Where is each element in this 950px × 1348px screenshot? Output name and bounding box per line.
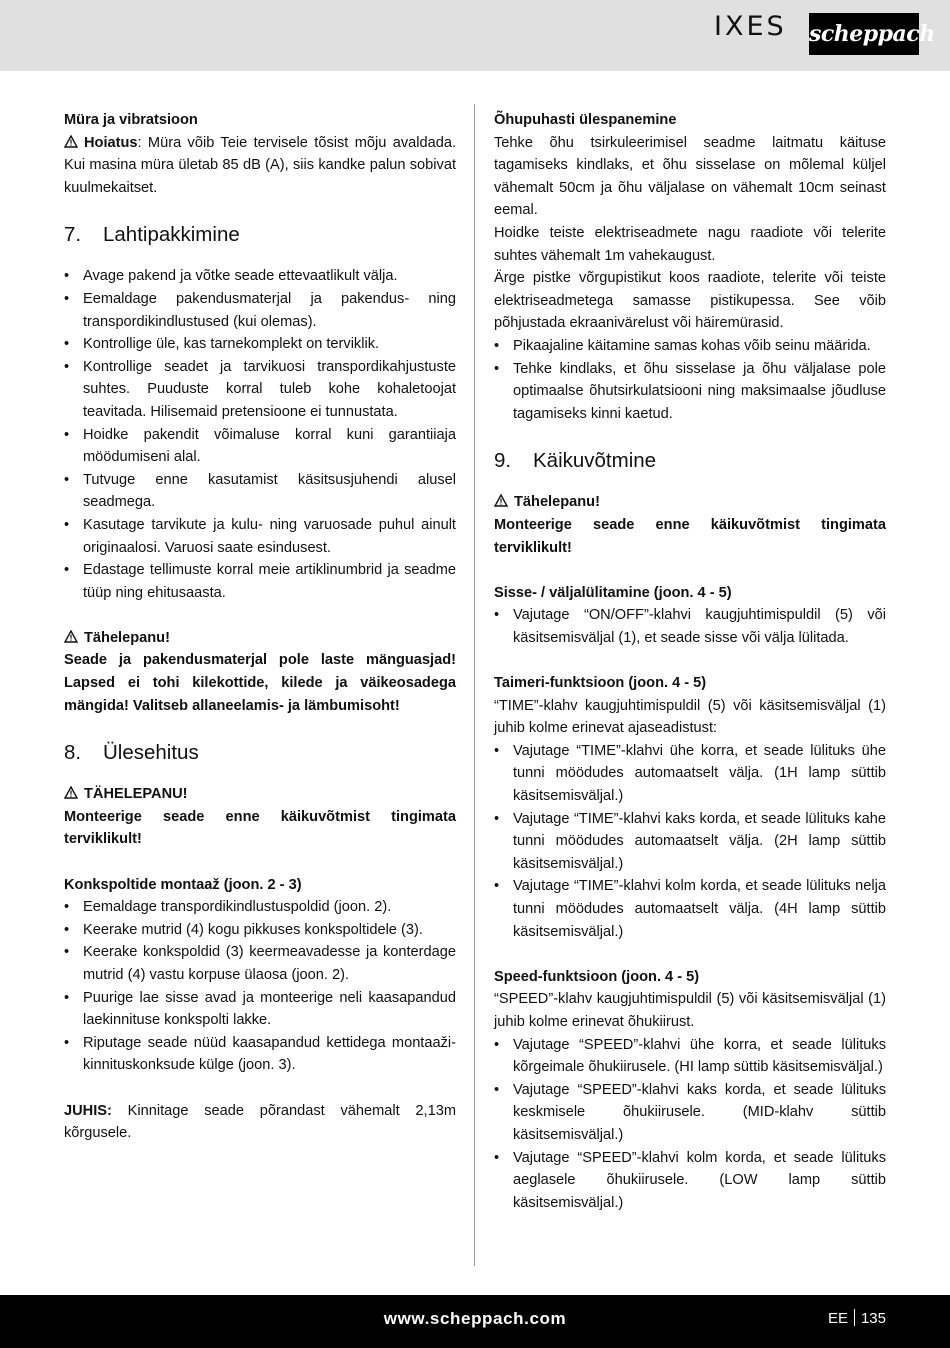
hooks-title: Konkspoltide montaaž (joon. 2 - 3) xyxy=(64,876,302,893)
list-item: • Kontrollige üle, kas tarnekomplekt on terviklik. xyxy=(64,336,380,353)
page-number: 135 xyxy=(860,1310,886,1327)
hooks-list xyxy=(64,896,456,1077)
section-8-heading xyxy=(64,739,456,767)
section-7-number: 7. xyxy=(64,223,82,247)
speed-list xyxy=(494,1034,886,1215)
website-url: www.scheppach.com xyxy=(383,1309,567,1328)
list-item: • Tutvuge enne kasutamist käsitsusjuhendi alusel seadmega. xyxy=(64,471,456,511)
ixes-logo: IXES xyxy=(714,11,787,42)
unpacking-list xyxy=(64,265,456,604)
list-item: • Vajutage “SPEED”-klahvi kaks korda, et seade lülituks keskmisele õhukiirusele. (MID-klahv süttib käsitsemisväljal.) xyxy=(494,1081,886,1143)
noise-warning-text: : Müra võib Teie tervisele tõsist mõju avaldada. Kui masina müra ületab 85 dB (A), siis kandke palun sobivat kuulmekaitset. xyxy=(64,134,456,196)
placement-title: Õhupuhasti ülespanemine xyxy=(494,112,677,128)
list-item: • Vajutage “TIME”-klahvi kaks korda, et seade lülituks kahe tunni möödudes automaatselt välja. (2H lamp süttib käsitsemisväljal.) xyxy=(494,810,886,872)
warning-icon xyxy=(64,630,78,643)
placement-list xyxy=(494,335,886,425)
attention-label: Tähelepanu! xyxy=(514,494,600,511)
section-8-title: Ülesehitus xyxy=(103,741,199,765)
warning-icon xyxy=(64,135,78,148)
list-item: • Hoidke pakendit võimaluse korral kuni garantiiaja möödumiseni alal. xyxy=(64,426,456,466)
scheppach-logo: scheppach xyxy=(809,13,919,55)
unpacking-attention-text: Seade ja pakendusmaterjal pole laste mänguasjad! Lapsed ei tohi kilekottide, kilede ja väikeosadega mängida! Valitseb allaneelamis- ja lämbumisoht! xyxy=(64,652,456,714)
timer-intro: “TIME”-klahv kaugjuhtimispuldil (5) või käsitsemisväljal (1) juhib kolme erinevat ajaseadistust: xyxy=(494,697,886,737)
unpacking-attention xyxy=(64,627,456,650)
note-text: Kinnitage seade põrandast vähemalt 2,13m kõrgusele. xyxy=(64,1102,456,1142)
list-item: • Pikaajaline käitamine samas kohas võib seinu määrida. xyxy=(494,337,871,354)
list-item: • Avage pakend ja võtke seade ettevaatlikult välja. xyxy=(64,268,398,285)
right-column xyxy=(494,109,886,1214)
placement-paragraph: Hoidke teiste elektriseadmete nagu raadiote või telerite suhtes vähemalt 1m vahekaugust. xyxy=(494,224,886,264)
section-9-number: 9. xyxy=(494,449,512,473)
onoff-title: Sisse- / väljalülitamine (joon. 4 - 5) xyxy=(494,584,732,601)
note-label: JUHIS: xyxy=(64,1102,112,1119)
noise-title: Müra ja vibratsioon xyxy=(64,112,198,128)
page-indicator xyxy=(828,1308,886,1330)
onoff-list xyxy=(494,604,886,649)
list-item: • Tehke kindlaks, et õhu sisselase ja õhu väljalase pole optimaalse õhutsirkulatsiooni ning maksimaalse jõudluse tagamiseks kinni kaetud. xyxy=(494,360,886,422)
warning-icon xyxy=(494,494,508,507)
assembly-attention-text: Monteerige seade enne käikuvõtmist tingimata terviklikult! xyxy=(64,808,456,848)
list-item: • Eemaldage transpordikindlustuspoldid (joon. 2). xyxy=(64,899,392,916)
list-item: • Edastage tellimuste korral meie artiklinumbrid ja seadme tüüp ning ehitusaasta. xyxy=(64,562,456,601)
noise-warning xyxy=(64,132,456,200)
list-item: • Eemaldage pakendusmaterjal ja pakendus- ning transpordikindlustused (kui olemas). xyxy=(64,290,456,330)
section-9-heading xyxy=(494,447,886,475)
startup-attention-text: Monteerige seade enne käikuvõtmist tingimata terviklikult! xyxy=(494,516,886,556)
speed-title: Speed-funktsioon (joon. 4 - 5) xyxy=(494,968,700,985)
language-code: EE xyxy=(827,1310,848,1327)
section-7-heading xyxy=(64,221,456,249)
page-footer xyxy=(0,1295,950,1348)
speed-intro: “SPEED”-klahv kaugjuhtimispuldil (5) või käsitsemisväljal (1) juhib kolme erinevat õhukiirust. xyxy=(494,991,886,1030)
noise-warning-label: Hoiatus xyxy=(84,134,138,151)
list-item: • Vajutage “TIME”-klahvi kolm korda, et seade lülituks nelja tunni möödudes automaatselt välja. (4H lamp süttib käsitsemisväljal.) xyxy=(494,878,886,940)
placement-paragraph: Ärge pistke võrgupistikut koos raadiote, telerite või teiste elektriseadmetega samasse pistikupessa. See võib põhjustada ekraanivärelust või häiremürasid. xyxy=(494,270,886,332)
attention-label: TÄHELEPANU! xyxy=(84,786,188,803)
page-header xyxy=(0,0,950,71)
mounting-note xyxy=(64,1100,456,1145)
list-item: • Keerake mutrid (4) kogu pikkuses konkspoltidele (3). xyxy=(64,921,423,938)
timer-list xyxy=(494,740,886,943)
startup-attention xyxy=(494,491,886,514)
list-item: • Puurige lae sisse avad ja monteerige neli kaasapandud laekinnituse konkspolti lakke. xyxy=(64,989,456,1029)
column-divider xyxy=(474,104,475,1266)
list-item: • Kontrollige seadet ja tarvikuosi transpordikahjustuste suhtes. Puuduste korral tuleb kohe kohaletoojat teavitada. Hilisemaid pretensioone ei tunnustata. xyxy=(64,358,456,420)
attention-label: Tähelepanu! xyxy=(84,629,170,646)
section-8-number: 8. xyxy=(64,741,82,765)
list-item: • Keerake konkspoldid (3) keermeavadesse ja konterdage mutrid (4) vastu korpuse ülaosa (joon. 2). xyxy=(64,944,456,983)
timer-title: Taimeri-funktsioon (joon. 4 - 5) xyxy=(494,675,707,692)
section-9-title: Käikuvõtmine xyxy=(533,449,657,473)
list-item: • Riputage seade nüüd kaasapandud kettidega montaaži-kinnituskonksude külge (joon. 3). xyxy=(64,1034,456,1074)
placement-paragraph: Tehke õhu tsirkuleerimisel seadme laitmatu käituse tagamiseks kindlaks, et õhu sisselase on mõlemal küljel vähemalt 50cm ja õhu väljalase on vähemalt 10cm seinast eemal. xyxy=(494,134,886,219)
page-separator xyxy=(854,1309,855,1326)
list-item: • Vajutage “SPEED”-klahvi ühe korra, et seade lülituks kõrgeimale õhukiirusele. (HI lamp süttib käsitsemisväljal.) xyxy=(494,1036,886,1076)
list-item: • Vajutage “ON/OFF”-klahvi kaugjuhtimispuldil (5) või käsitsemisväljal (1), et seade sisse või välja lülitada. xyxy=(494,607,886,646)
section-7-title: Lahtipakkimine xyxy=(103,223,240,247)
list-item: • Vajutage “TIME”-klahvi ühe korra, et seade lülituks ühe tunni möödudes automaatselt välja. (1H lamp süttib käsitsemisväljal.) xyxy=(494,742,886,805)
left-column xyxy=(64,109,456,1145)
list-item: • Kasutage tarvikute ja kulu- ning varuosade puhul ainult originaalosi. Varuosi saate esindusest. xyxy=(64,516,456,556)
assembly-attention xyxy=(64,783,456,806)
list-item: • Vajutage “SPEED”-klahvi kolm korda, et seade lülituks aeglasele õhukiirusele. (LOW lamp süttib käsitsemisväljal.) xyxy=(494,1149,886,1211)
warning-icon xyxy=(64,786,78,799)
